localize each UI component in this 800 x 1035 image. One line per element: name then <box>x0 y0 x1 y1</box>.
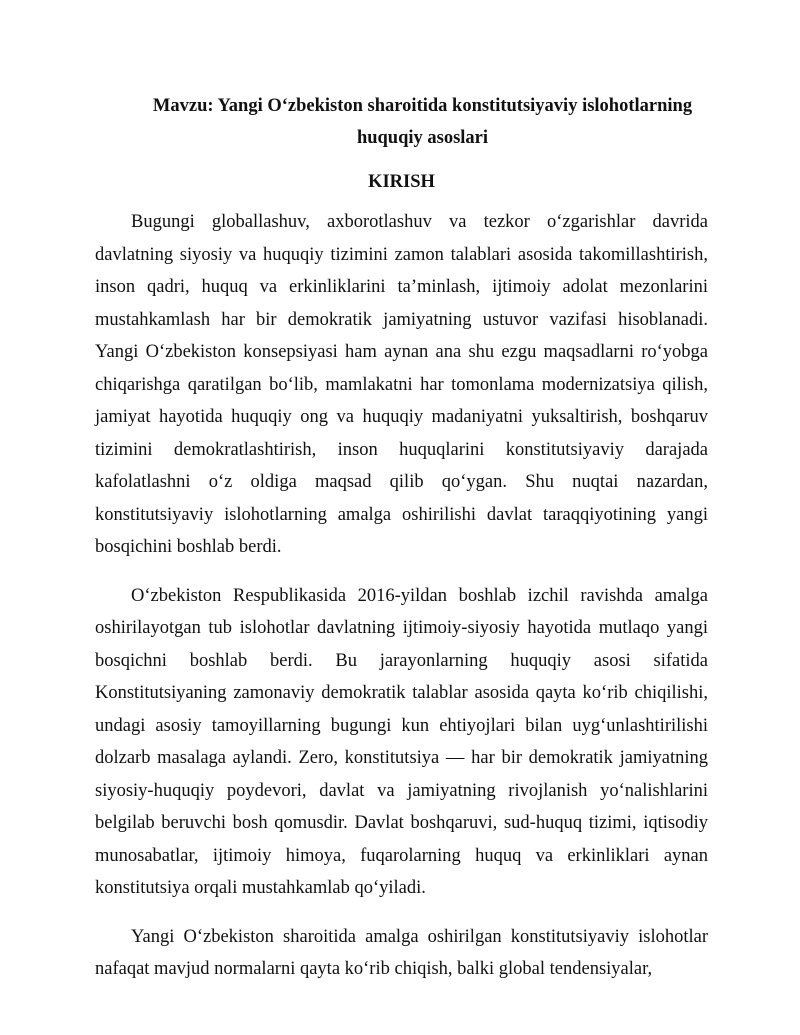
paragraph-1: Bugungi globallashuv, axborotlashuv va tezkor o‘zgarishlar davrida davlatning siyosiy va huquqiy tizimini zamon talablari asosida takomillashtirish, inson qadri, huquq va erkinliklarini ta’minlash, ijtimoiy adolat mezonlarini mustahkamlash har bir demokratik jamiyatning ustuvor vazifasi hisoblanadi. Yangi O‘zbekiston konsepsiyasi ham aynan ana shu ezgu maqsadlarni ro‘yobga chiqarishga qaratilgan bo‘lib, mamlakatni har tomonlama modernizatsiya qilish, jamiyat hayotida huquqiy ong va huquqiy madaniyatni yuksaltirish, boshqaruv tizimini demokratlashtirish, inson huquqlarini konstitutsiyaviy darajada kafolatlashni o‘z oldiga maqsad qilib qo‘ygan. Shu nuqtai nazardan, konstitutsiyaviy islohotlarning amalga oshirilishi davlat taraqqiyotining yangi bosqichini boshlab berdi. <box>95 212 708 557</box>
paragraph-2: O‘zbekiston Respublikasida 2016-yildan boshlab izchil ravishda amalga oshirilayotgan tub islohotlar davlatning ijtimoiy-siyosiy hayotida mutlaqo yangi bosqichni boshlab berdi. Bu jarayonlarning huquqiy asosi sifatida Konstitutsiyaning zamonaviy demokratik talablar asosida qayta ko‘rib chiqilishi, undagi asosiy tamoyillarning bugungi kun ehtiyojlari bilan uyg‘unlashtirilishi dolzarb masalaga aylandi. Zero, konstitutsiya — har bir demokratik jamiyatning siyosiy-huquqiy poydevori, davlat va jamiyatning rivojlanish yo‘nalishlarini belgilab beruvchi bosh qomusdir. Davlat boshqaruvi, sud-huquq tizimi, iqtisodiy munosabatlar, ijtimoiy himoya, fuqarolarning huquq va erkinliklari aynan konstitutsiya orqali mustahkamlab qo‘yiladi. <box>95 585 708 898</box>
title-line-1: Mavzu: Yangi O‘zbekiston sharoitida konstitutsiyaviy islohotlarning <box>152 96 693 116</box>
section-heading: KIRISH <box>368 172 435 192</box>
document-title <box>95 90 708 154</box>
title-line-2: huquqiy asoslari <box>356 128 489 148</box>
paragraph-3: Yangi O‘zbekiston sharoitida amalga oshirilgan konstitutsiyaviy islohotlar nafaqat mavjud normalarni qayta ko‘rib chiqish, balki global tendensiyalar, <box>95 926 708 979</box>
